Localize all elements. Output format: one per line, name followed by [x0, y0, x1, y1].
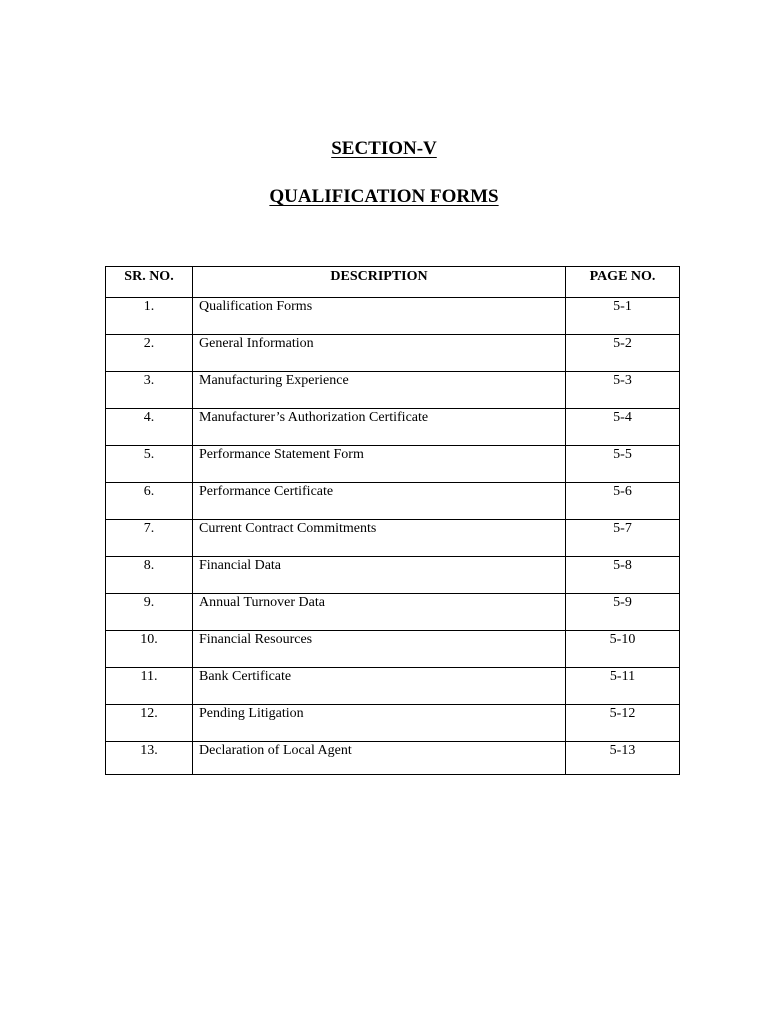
row-page-no: 5-2	[566, 335, 680, 372]
table-row	[106, 335, 680, 372]
table-row	[106, 372, 680, 409]
row-page-no: 5-9	[566, 594, 680, 631]
row-sr-no: 6.	[106, 483, 193, 520]
row-sr-no: 2.	[106, 335, 193, 372]
row-description: Performance Statement Form	[193, 446, 566, 483]
row-page-no: 5-6	[566, 483, 680, 520]
row-page-no: 5-10	[566, 631, 680, 668]
header-page-no: PAGE NO.	[566, 267, 680, 298]
row-description: Pending Litigation	[193, 705, 566, 742]
header-sr-no: SR. NO.	[106, 267, 193, 298]
row-page-no: 5-1	[566, 298, 680, 335]
contents-table	[105, 266, 680, 775]
table-row	[106, 631, 680, 668]
row-sr-no: 12.	[106, 705, 193, 742]
row-sr-no: 9.	[106, 594, 193, 631]
table-row	[106, 520, 680, 557]
row-description: Annual Turnover Data	[193, 594, 566, 631]
row-description: Bank Certificate	[193, 668, 566, 705]
row-page-no: 5-8	[566, 557, 680, 594]
row-page-no: 5-7	[566, 520, 680, 557]
row-description: Manufacturing Experience	[193, 372, 566, 409]
table-row	[106, 705, 680, 742]
table-row	[106, 409, 680, 446]
row-description: Performance Certificate	[193, 483, 566, 520]
row-description: Declaration of Local Agent	[193, 742, 566, 775]
row-sr-no: 13.	[106, 742, 193, 775]
row-sr-no: 8.	[106, 557, 193, 594]
row-sr-no: 5.	[106, 446, 193, 483]
row-sr-no: 4.	[106, 409, 193, 446]
row-page-no: 5-13	[566, 742, 680, 775]
row-description: Qualification Forms	[193, 298, 566, 335]
row-description: Manufacturer’s Authorization Certificate	[193, 409, 566, 446]
page-title: QUALIFICATION FORMS	[269, 186, 499, 207]
table-row	[106, 594, 680, 631]
row-sr-no: 7.	[106, 520, 193, 557]
row-description: Financial Data	[193, 557, 566, 594]
table-row	[106, 446, 680, 483]
section-title: SECTION-V	[331, 138, 437, 159]
row-sr-no: 11.	[106, 668, 193, 705]
row-page-no: 5-12	[566, 705, 680, 742]
table-row	[106, 557, 680, 594]
row-description: Financial Resources	[193, 631, 566, 668]
table-row	[106, 483, 680, 520]
row-description: General Information	[193, 335, 566, 372]
header-description: DESCRIPTION	[193, 267, 566, 298]
table-row	[106, 668, 680, 705]
table-row	[106, 298, 680, 335]
row-page-no: 5-3	[566, 372, 680, 409]
row-page-no: 5-4	[566, 409, 680, 446]
row-page-no: 5-11	[566, 668, 680, 705]
row-sr-no: 1.	[106, 298, 193, 335]
row-sr-no: 10.	[106, 631, 193, 668]
row-sr-no: 3.	[106, 372, 193, 409]
row-description: Current Contract Commitments	[193, 520, 566, 557]
table-row	[106, 742, 680, 775]
table-header-row	[106, 267, 680, 298]
row-page-no: 5-5	[566, 446, 680, 483]
